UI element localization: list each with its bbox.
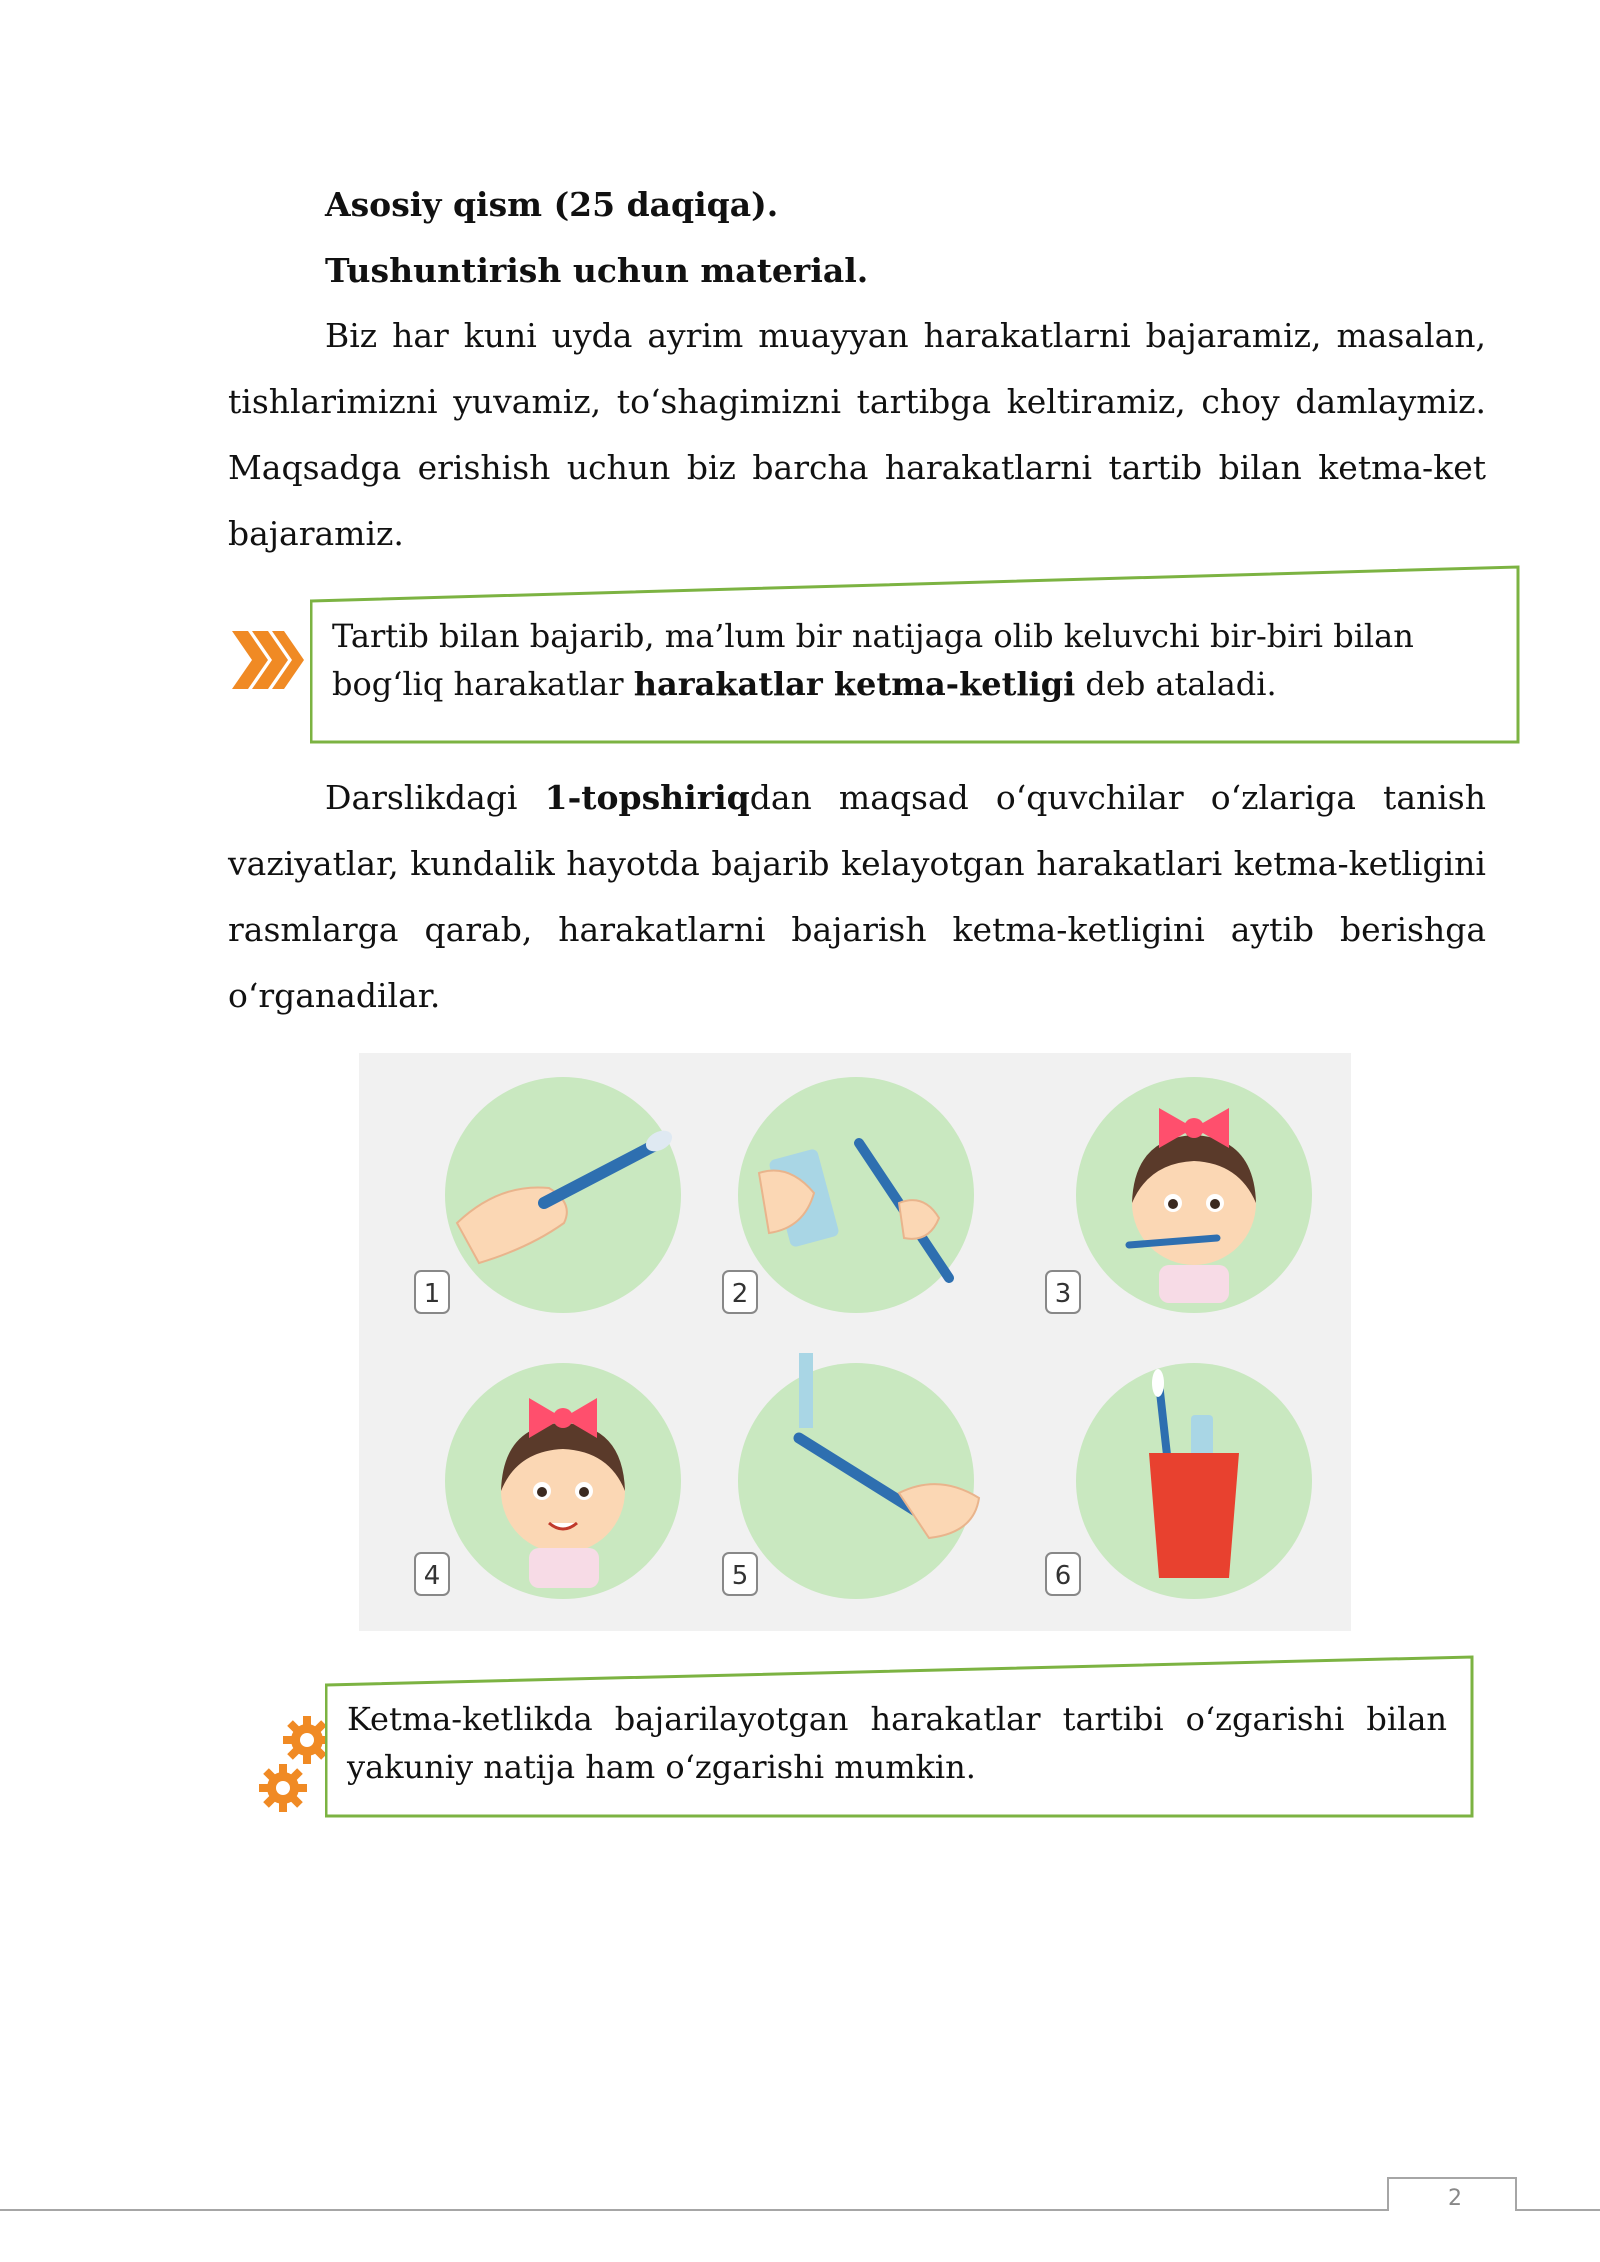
step-number: 1 xyxy=(423,1279,441,1309)
definition-text xyxy=(332,612,1512,708)
page-number: 2 xyxy=(1448,2186,1462,2211)
definition-box xyxy=(310,565,1520,743)
note-box xyxy=(325,1655,1473,1817)
toothbrushing-illustration xyxy=(359,1053,1351,1631)
note-callout xyxy=(255,1655,1475,1830)
girl-brushing-teeth-icon xyxy=(1076,1077,1312,1313)
toothpaste-on-toothbrush-icon xyxy=(738,1077,974,1313)
toothbrush-in-cup-icon xyxy=(1076,1363,1312,1599)
step-number: 6 xyxy=(1054,1561,1072,1591)
definition-callout xyxy=(228,565,1528,745)
task-text-end: dan maqsad o‘quvchilar o‘zlariga tanish vaziyatlar, kundalik hayotda bajarib kelayotgan harakatlari ketma-ketligini rasmlarga qarab, harakatlarni bajarish ketma-ketligini aytib berishga o‘rganadilar. xyxy=(228,778,1486,1015)
definition-text-start: Tartib bilan bajarib, ma’lum bir natijaga olib keluvchi bir-biri bilan bog‘liq harakatlar xyxy=(332,617,1414,703)
step-number: 3 xyxy=(1054,1279,1072,1309)
step-number: 2 xyxy=(731,1279,749,1309)
intro-paragraph xyxy=(228,303,1486,567)
definition-text-end: deb ataladi. xyxy=(1075,665,1277,703)
girl-rinsing-mouth-icon xyxy=(445,1363,681,1599)
step-number: 5 xyxy=(731,1561,749,1591)
task-text-start: Darslikdagi xyxy=(325,778,545,817)
definition-term: harakatlar ketma-ketligi xyxy=(633,665,1076,703)
page-footer-rule xyxy=(0,2175,1600,2215)
hand-holding-toothbrush-icon xyxy=(445,1077,681,1313)
task-paragraph xyxy=(228,765,1486,1029)
step-number: 4 xyxy=(423,1561,441,1591)
gears-icon xyxy=(255,1710,335,1820)
intro-text: Biz har kuni uyda ayrim muayyan harakatlarni bajaramiz, masalan, tishlarimizni yuvamiz, to‘shagimizni tartibga keltiramiz, choy damlaymiz. Maqsadga erishish uchun biz barcha harakatlarni tartib bilan ketma-ket bajaramiz. xyxy=(228,316,1486,553)
section-subheading: Tushuntirish uchun material. xyxy=(325,251,869,290)
section-heading: Asosiy qism (25 daqiqa). xyxy=(325,185,779,224)
double-chevron-right-icon xyxy=(228,625,306,695)
task-reference: 1-topshiriq xyxy=(544,778,750,817)
note-text: Ketma-ketlikda bajarilayotgan harakatlar tartibi o‘zgarishi bilan yakuniy natija ham o‘zgarishi mumkin. xyxy=(347,1700,1447,1786)
